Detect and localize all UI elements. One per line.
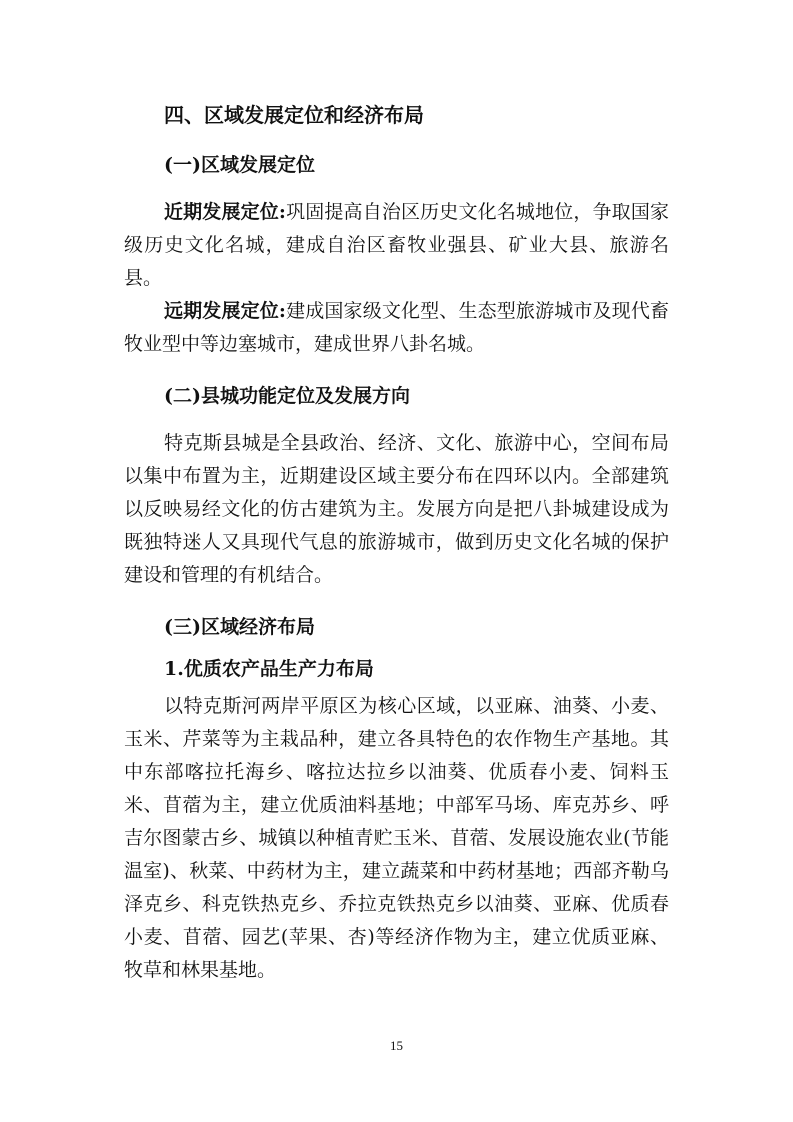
subsection-heading-positioning: (一)区域发展定位	[164, 154, 315, 176]
long-term-label: 远期发展定位:	[164, 300, 286, 322]
paragraph-near-term	[124, 196, 669, 295]
paragraph-agriculture: 以特克斯河两岸平原区为核心区域，以亚麻、油葵、小麦、玉米、芹菜等为主栽品种，建立各具特色的农作物生产基地。其中东部喀拉托海乡、喀拉达拉乡以油葵、优质春小麦、饲料玉米、苜蓿为主，建立优质油料基地；中部军马场、库克苏乡、呼吉尔图蒙古乡、城镇以种植青贮玉米、苜蓿、发展设施农业(节能温室)、秋菜、中药材为主，建立蔬菜和中药材基地；西部齐勒乌泽克乡、科克铁热克乡、乔拉克铁热克乡以油葵、亚麻、优质春小麦、苜蓿、园艺(苹果、杏)等经济作物为主，建立优质亚麻、牧草和林果基地。	[124, 695, 669, 981]
subsection-heading-economic-layout: (三)区域经济布局	[164, 616, 315, 638]
long-term-text: 建成国家级文化型、生态型旅游城市及现代畜牧业型中等边塞城市，建成世界八卦名城。	[124, 300, 669, 355]
near-term-text: 巩固提高自治区历史文化名城地位，争取国家级历史文化名城，建成自治区畜牧业强县、矿业大县、旅游名县。	[124, 201, 669, 289]
item-heading-agriculture: 1.优质农产品生产力布局	[164, 658, 374, 680]
page-number: 15	[390, 1038, 403, 1053]
paragraph-county-function: 特克斯县城是全县政治、经济、文化、旅游中心，空间布局以集中布置为主，近期建设区域主要分布在四环以内。全部建筑以反映易经文化的仿古建筑为主。发展方向是把八卦城建设成为既独特迷人又具现代气息的旅游城市，做到历史文化名城的保护建设和管理的有机结合。	[124, 432, 669, 586]
page-body	[124, 100, 669, 987]
paragraph-long-term	[124, 295, 669, 361]
near-term-label: 近期发展定位:	[164, 201, 286, 223]
section-title: 四、区域发展定位和经济布局	[164, 103, 424, 127]
subsection-heading-county-function: (二)县城功能定位及发展方向	[164, 385, 410, 407]
